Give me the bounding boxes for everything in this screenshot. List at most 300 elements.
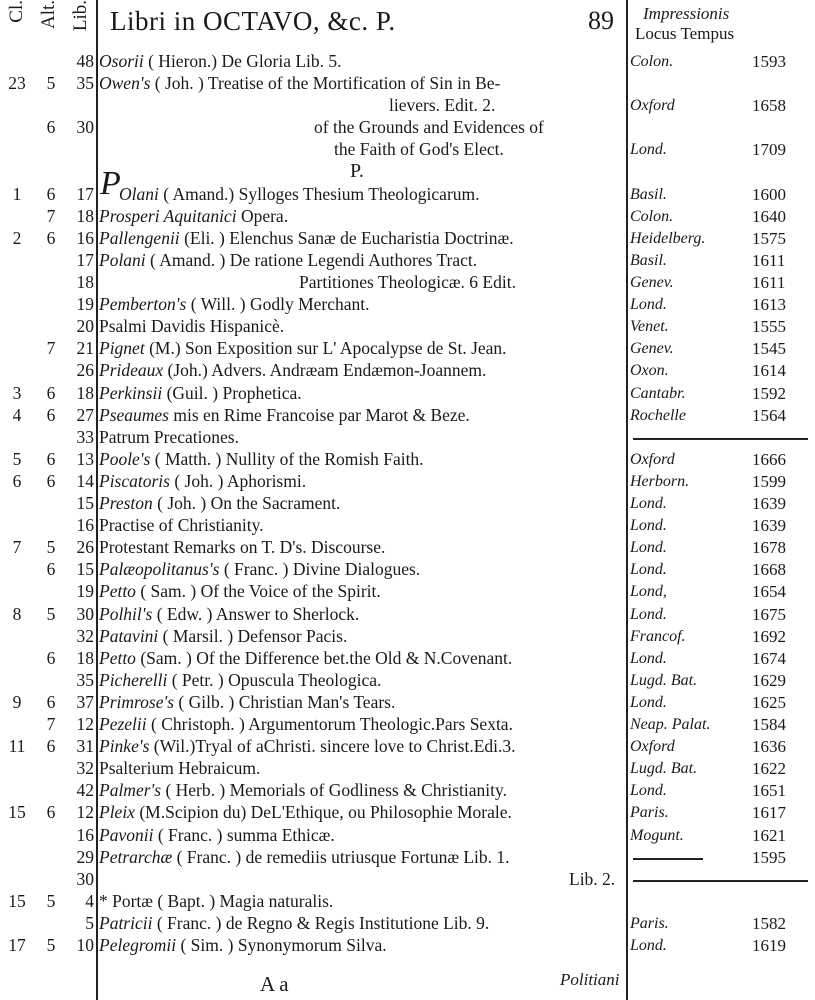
entry-title — [99, 603, 359, 626]
shelf-number: 6 — [46, 382, 56, 403]
imprint-place: Basil. — [630, 185, 667, 203]
shelf-number: 6 — [46, 559, 56, 580]
entry-text: * Portæ ( Bapt. ) Magia naturalis. — [99, 890, 334, 911]
entry-title — [99, 227, 514, 250]
catchword: Politiani — [560, 970, 620, 989]
table-row — [0, 227, 815, 250]
entry-text: Lib. 2. — [569, 868, 616, 889]
table-row — [0, 183, 815, 206]
book-number: 10 — [76, 935, 94, 955]
imprint-year: 1668 — [752, 560, 786, 580]
book-number: 13 — [76, 448, 94, 469]
entry-author: Pelegromii — [99, 935, 177, 955]
class-number: 9 — [12, 691, 22, 712]
shelf-number: 6 — [46, 802, 56, 823]
entry-text: ( Joh. ) Aphorismi. — [169, 470, 307, 491]
book-number: 26 — [76, 537, 94, 558]
table-row — [0, 492, 815, 515]
entry-author: Preston — [99, 493, 153, 513]
entry-title — [99, 72, 500, 95]
entry-text: ( Joh. ) On the Sacrament. — [152, 493, 341, 513]
entry-title — [99, 669, 381, 692]
book-number: 18 — [76, 205, 94, 226]
book-number: 5 — [85, 912, 94, 933]
entry-author: Pallengenii — [99, 227, 180, 248]
column-header-alt: Alt. — [38, 0, 59, 30]
column-header-lib: Lib. — [70, 0, 91, 32]
book-number: 35 — [76, 669, 94, 690]
entry-author: Pemberton's — [99, 294, 187, 315]
class-number: 7 — [12, 537, 22, 558]
table-row — [0, 603, 815, 626]
table-row — [0, 779, 815, 802]
entry-author: Pinke's — [99, 736, 150, 757]
entry-title — [99, 50, 342, 73]
entry-author: Owen's — [99, 73, 151, 94]
entry-text: lievers. Edit. 2. — [389, 95, 496, 116]
shelf-number: 5 — [46, 603, 56, 624]
imprint-place: Oxford — [630, 738, 675, 756]
entry-text: ( Franc. ) de remediis utriusque Fortunæ Lib. 1. — [172, 846, 510, 867]
imprint-place: Herborn. — [630, 472, 690, 490]
entry-title — [99, 625, 347, 648]
entry-author: Piscatoris — [99, 470, 170, 491]
entry-author: Polhil's — [99, 603, 153, 624]
entry-author: Palæopolitanus's — [99, 559, 220, 580]
book-number: 26 — [76, 360, 94, 381]
class-number: 5 — [12, 448, 22, 469]
entry-text: ( Will. ) Godly Merchant. — [186, 294, 370, 315]
entry-title — [99, 890, 333, 913]
imprint-year: 1595 — [752, 847, 786, 867]
entry-title — [99, 846, 510, 869]
entry-title — [99, 580, 381, 603]
imprint-place: Lugd. Bat. — [630, 671, 698, 689]
imprint-place: Lond. — [630, 517, 667, 535]
signature-mark: A a — [260, 972, 289, 996]
book-number: 33 — [76, 426, 94, 447]
class-number: 15 — [8, 890, 26, 911]
book-number: 16 — [76, 515, 94, 536]
class-number: 11 — [8, 736, 26, 757]
imprint-place: Lond. — [630, 937, 667, 954]
imprint-place: Paris. — [630, 914, 669, 932]
entry-author: Poole's — [99, 448, 151, 469]
entry-title — [99, 448, 424, 471]
entry-author: Petrarchæ — [99, 846, 173, 867]
imprint-place: Lond. — [630, 141, 667, 159]
table-row — [0, 359, 815, 382]
book-number: 15 — [76, 493, 94, 513]
entry-text: (M.Scipion du) DeL'Ethique, ou Philosophie Morale. — [134, 802, 512, 823]
entry-text: ( Hieron.) De Gloria Lib. 5. — [143, 51, 342, 71]
imprint-year: 1625 — [752, 692, 786, 712]
class-number: 3 — [12, 382, 22, 403]
table-row — [0, 138, 815, 161]
entry-author: Perkinsii — [99, 382, 163, 403]
table-row — [0, 890, 815, 913]
imprint-year: 1639 — [752, 516, 786, 536]
shelf-number: 6 — [46, 183, 56, 204]
drop-initial: P — [100, 165, 121, 202]
entry-text: of the Grounds and Evidences of — [314, 117, 544, 138]
table-row — [0, 647, 815, 670]
imprint-year: 1674 — [752, 648, 786, 668]
entry-author: Pleix — [99, 802, 135, 823]
entry-author: Pezelii — [99, 714, 147, 734]
table-row — [0, 625, 815, 648]
entry-text: (Eli. ) Elenchus Sanæ de Eucharistia Doctrinæ. — [179, 227, 514, 248]
table-row — [0, 580, 815, 603]
entry-author: Pavonii — [99, 824, 154, 845]
entry-title — [99, 249, 477, 272]
table-row — [0, 824, 815, 847]
page-number: 89 — [588, 6, 614, 35]
imprint-year: 1619 — [752, 936, 786, 955]
imprint-place: Lond. — [630, 495, 667, 512]
entry-title — [569, 868, 615, 891]
imprint-year: 1575 — [752, 228, 786, 248]
book-number: 48 — [76, 51, 94, 71]
book-number: 30 — [76, 868, 94, 889]
entry-text: Psalterium Hebraicum. — [99, 758, 261, 779]
entry-title — [119, 183, 480, 206]
column-header-cl: Cl. — [6, 0, 27, 23]
imprint-year: 1622 — [752, 759, 786, 779]
entry-author: Patavini — [99, 625, 159, 646]
table-row — [0, 382, 815, 405]
imprint-year: 1599 — [752, 471, 786, 491]
imprint-place: Basil. — [630, 251, 667, 269]
entry-title — [99, 470, 306, 493]
entry-text: Practise of Christianity. — [99, 515, 264, 536]
entry-text: ( Amand.) Sylloges Thesium Theologicarum. — [158, 183, 480, 204]
class-number: 6 — [12, 470, 22, 491]
entry-text: ( Herb. ) Memorials of Godliness & Christianity. — [161, 780, 507, 801]
entry-text: ( Christoph. ) Argumentorum Theologic.Pars Sexta. — [146, 714, 513, 734]
imprint-place: Genev. — [630, 340, 674, 358]
shelf-number: 5 — [46, 73, 56, 94]
shelf-number: 5 — [46, 935, 56, 955]
imprint-year: 1639 — [752, 494, 786, 513]
imprint-year: 1611 — [752, 250, 786, 270]
entry-text: Patrum Precationes. — [99, 426, 239, 447]
class-number: 8 — [12, 603, 22, 624]
imprint-year: 1654 — [752, 582, 786, 602]
imprint-place: Rochelle — [630, 406, 686, 424]
table-row — [0, 426, 815, 449]
table-row — [0, 205, 815, 228]
shelf-number: 7 — [46, 714, 56, 734]
shelf-number: 6 — [46, 404, 56, 425]
class-number: 17 — [8, 935, 26, 955]
imprint-year: 1709 — [752, 140, 786, 160]
entry-text: Partitiones Theologicæ. 6 Edit. — [299, 272, 516, 292]
entry-title — [99, 779, 507, 802]
entry-text: mis en Rime Francoise par Marot & Beze. — [168, 404, 470, 425]
shelf-number: 5 — [46, 890, 56, 911]
imprint-place: Colon. — [630, 53, 674, 70]
shelf-number: 7 — [46, 205, 56, 226]
imprint-year: 1582 — [752, 913, 786, 933]
book-number: 37 — [76, 691, 94, 712]
entry-author: Petto — [99, 647, 136, 668]
imprint-place: Oxon. — [630, 362, 669, 380]
entry-title — [99, 359, 486, 382]
shelf-number: 6 — [46, 227, 56, 248]
class-number: 4 — [12, 404, 22, 425]
entry-text: the Faith of God's Elect. — [334, 139, 504, 160]
entry-text: ( Petr. ) Opuscula Theologica. — [167, 669, 382, 690]
entry-title — [99, 536, 385, 559]
entry-text: Psalmi Davidis Hispanicè. — [99, 316, 285, 337]
book-number: 32 — [76, 625, 94, 646]
ditto-rule — [633, 880, 808, 882]
book-number: 14 — [76, 470, 94, 491]
imprint-year: 1564 — [752, 405, 786, 425]
entry-text: ( Edw. ) Answer to Sherlock. — [152, 603, 360, 624]
shelf-number: 6 — [46, 736, 56, 757]
imprint-place: Venet. — [630, 318, 669, 336]
entry-text: Protestant Remarks on T. D's. Discourse. — [99, 537, 386, 558]
table-row — [0, 315, 815, 338]
table-row — [0, 691, 815, 714]
book-number: 16 — [76, 227, 94, 248]
imprint-heading: Impressionis — [643, 4, 730, 23]
shelf-number: 7 — [46, 338, 56, 359]
entry-text: (Wil.)Tryal of aChristi. sincere love to Christ.Edi.3. — [149, 736, 516, 757]
shelf-number: 6 — [46, 691, 56, 712]
imprint-place: Lond. — [630, 539, 667, 557]
entry-text: ( Gilb. ) Christian Man's Tears. — [174, 691, 396, 712]
imprint-year: 1636 — [752, 737, 786, 757]
imprint-year: 1592 — [752, 383, 786, 403]
table-row — [0, 470, 815, 493]
entry-author: Olani — [119, 183, 159, 204]
imprint-year: 1613 — [752, 295, 786, 315]
entry-text: (Joh.) Advers. Andræam Endæmon-Joannem. — [163, 360, 487, 381]
book-number: 31 — [76, 736, 94, 757]
entry-author: Osorii — [99, 51, 144, 71]
entry-text: (M.) Son Exposition sur L' Apocalypse de St. Jean. — [144, 338, 507, 359]
book-number: 21 — [76, 338, 94, 359]
book-number: 29 — [76, 846, 94, 867]
book-number: 12 — [76, 802, 94, 823]
entry-author: Pignet — [99, 338, 145, 359]
table-row — [0, 514, 815, 537]
table-row — [0, 72, 815, 95]
imprint-place: Lond. — [630, 561, 667, 579]
book-number: 30 — [76, 117, 94, 138]
entry-title — [99, 205, 288, 228]
shelf-number: 6 — [46, 448, 56, 469]
class-number: 2 — [12, 227, 22, 248]
book-number: 30 — [76, 603, 94, 624]
imprint-place: Oxford — [630, 450, 675, 468]
class-number: 1 — [12, 183, 22, 204]
imprint-place: Neap. Palat. — [630, 716, 711, 733]
imprint-year: 1555 — [752, 317, 786, 337]
book-number: 18 — [76, 272, 94, 292]
imprint-year: 1621 — [752, 825, 786, 845]
imprint-year: 1593 — [752, 52, 786, 71]
imprint-year: 1651 — [752, 781, 786, 801]
imprint-year: 1584 — [752, 715, 786, 734]
entry-title — [99, 426, 239, 449]
entry-author: Prideaux — [99, 360, 164, 381]
table-row — [0, 757, 815, 780]
class-number: 15 — [8, 802, 26, 823]
table-row — [0, 735, 815, 758]
imprint-place: Cantabr. — [630, 384, 686, 402]
imprint-place: Lond. — [630, 605, 667, 623]
entry-text: ( Marsil. ) Defensor Pacis. — [158, 625, 348, 646]
imprint-year: 1614 — [752, 361, 786, 381]
entry-author: Palmer's — [99, 780, 162, 801]
entry-title — [99, 912, 489, 935]
entry-title — [99, 315, 284, 338]
book-number: 20 — [76, 316, 94, 337]
imprint-place: Mogunt. — [630, 826, 684, 844]
table-row — [0, 868, 815, 891]
imprint-year: 1640 — [752, 206, 786, 226]
table-row — [0, 536, 815, 559]
entry-text: (Guil. ) Prophetica. — [162, 382, 302, 403]
entry-author: Prosperi Aquitanici — [99, 205, 237, 226]
table-row — [0, 161, 815, 184]
entry-text: ( Matth. ) Nullity of the Romish Faith. — [150, 448, 424, 469]
book-number: 16 — [76, 824, 94, 845]
entry-text: ( Franc. ) de Regno & Regis Institutione Lib. 9. — [152, 912, 490, 933]
entry-title — [99, 713, 513, 736]
table-row — [0, 337, 815, 360]
table-row — [0, 50, 815, 73]
book-number: 18 — [76, 647, 94, 668]
entry-text: (Sam. ) Of the Difference bet.the Old & N.Covenant. — [135, 647, 513, 668]
entry-text: ( Sam. ) Of the Voice of the Spirit. — [135, 581, 381, 602]
imprint-year: 1658 — [752, 96, 786, 116]
entry-author: Polani — [99, 249, 146, 270]
imprint-place: Lond. — [630, 782, 667, 800]
table-row — [0, 116, 815, 139]
entry-author: Petto — [99, 581, 136, 602]
imprint-year: 1692 — [752, 626, 786, 646]
table-row — [0, 404, 815, 427]
entry-title — [99, 514, 264, 537]
entry-author: Pseaumes — [99, 404, 169, 425]
table-row — [0, 271, 815, 294]
book-number: 27 — [76, 404, 94, 425]
imprint-year: 1611 — [752, 273, 786, 292]
entry-author: Primrose's — [99, 691, 175, 712]
book-number: 17 — [76, 249, 94, 270]
imprint-year: 1678 — [752, 538, 786, 558]
imprint-subheading: Locus Tempus — [635, 24, 735, 43]
book-number: 12 — [76, 714, 94, 734]
entry-title — [99, 691, 395, 714]
ditto-rule — [633, 858, 703, 860]
entry-title — [334, 138, 504, 161]
book-number: 19 — [76, 294, 94, 315]
table-row — [0, 912, 815, 935]
class-number: 23 — [8, 73, 26, 94]
imprint-place: Lond, — [630, 583, 667, 601]
imprint-place: Colon. — [630, 207, 674, 225]
imprint-place: Genev. — [630, 274, 674, 291]
table-row — [0, 846, 815, 869]
table-row — [0, 94, 815, 117]
entry-title — [99, 934, 387, 957]
book-number: 18 — [76, 382, 94, 403]
imprint-place: Francof. — [630, 627, 686, 645]
imprint-year: 1617 — [752, 803, 786, 823]
page-title: Libri in OCTAVO, &c. P. — [110, 6, 396, 36]
imprint-year: 1666 — [752, 449, 786, 469]
entry-title — [99, 492, 340, 515]
imprint-place: Oxford — [630, 97, 675, 115]
entry-text: ( Sim. ) Synonymorum Silva. — [176, 935, 387, 955]
entry-title — [99, 824, 335, 847]
imprint-year: 1545 — [752, 339, 786, 359]
entry-title — [99, 801, 512, 824]
entry-text: ( Franc. ) summa Ethicæ. — [153, 824, 335, 845]
imprint-place: Lugd. Bat. — [630, 760, 698, 778]
entry-text: ( Amand. ) De ratione Legendi Authores Tract. — [145, 249, 478, 270]
book-number: 15 — [76, 559, 94, 580]
entry-text: ( Franc. ) Divine Dialogues. — [219, 559, 421, 580]
entry-title — [99, 735, 516, 758]
book-number: 17 — [76, 183, 94, 204]
table-row — [0, 669, 815, 692]
book-number: 4 — [85, 890, 94, 911]
section-letter: P. — [350, 160, 364, 182]
shelf-number: 5 — [46, 537, 56, 558]
table-row — [0, 249, 815, 272]
table-row — [0, 934, 815, 957]
shelf-number: 6 — [46, 647, 56, 668]
entry-title — [99, 337, 507, 360]
shelf-number: 6 — [46, 470, 56, 491]
imprint-year: 1629 — [752, 670, 786, 690]
entry-title — [99, 404, 470, 427]
entry-title — [99, 382, 302, 405]
book-number: 19 — [76, 581, 94, 602]
entry-title — [299, 271, 516, 294]
entry-text: ( Joh. ) Treatise of the Mortification of Sin in Be- — [150, 73, 501, 94]
table-row — [0, 801, 815, 824]
ditto-rule — [633, 438, 808, 440]
imprint-place: Lond. — [630, 296, 667, 314]
imprint-place: Lond. — [630, 693, 667, 711]
entry-author: Picherelli — [99, 669, 168, 690]
entry-title — [389, 94, 495, 117]
entry-title — [99, 647, 512, 670]
entry-text: Opera. — [236, 205, 289, 226]
imprint-year: 1600 — [752, 184, 786, 204]
imprint-place: Paris. — [630, 804, 669, 822]
entry-title — [99, 558, 420, 581]
entry-title — [99, 757, 260, 780]
table-row — [0, 293, 815, 316]
book-number: 35 — [76, 73, 94, 94]
entry-author: Patricii — [99, 912, 153, 933]
book-number: 32 — [76, 758, 94, 779]
entry-title — [314, 116, 544, 139]
table-row — [0, 448, 815, 471]
imprint-place: Heidelberg. — [630, 229, 706, 247]
book-number: 42 — [76, 780, 94, 801]
imprint-place: Lond. — [630, 649, 667, 667]
